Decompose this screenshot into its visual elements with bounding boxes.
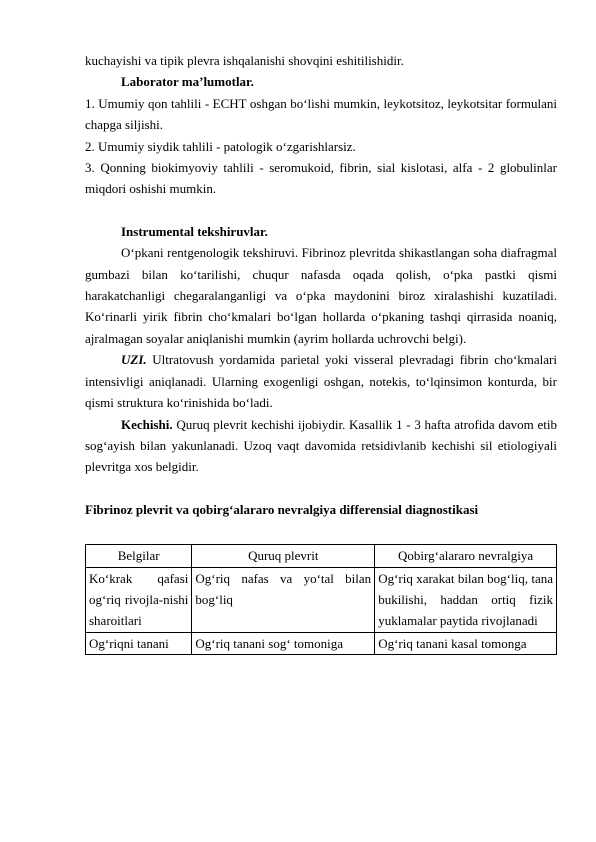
table-cell: Og‘riqni tanani (86, 632, 192, 654)
header-neuralgia: Qobirg‘alararo nevralgiya (375, 545, 557, 567)
course-paragraph: Kechishi. Quruq plevrit kechishi ijobiydir. Kasallik 1 - 3 hafta atrofida davom etib sog‘ayish bilan yakunlanadi. Uzoq vaqt davomida retsidivlanib kechishi sil etiologiyali plevritga xos belgidir. (85, 416, 557, 475)
lab-item-3: 3. Qonning biokimyoviy tahlili - seromukoid, fibrin, sial kislotasi, alfa - 2 globulinlar miqdori oshishi mumkin. (85, 160, 557, 197)
table-cell: Og‘riq tanani sog‘ tomoniga (192, 632, 375, 654)
table-cell: Og‘riq nafas va yo‘tal bilan bog‘liq (192, 567, 375, 632)
differential-table (85, 544, 557, 655)
table-row (86, 632, 557, 654)
table-title: Fibrinoz plevrit va qobirg‘alararo nevralgiya differensial diagnostikasi (85, 501, 479, 517)
document-page (85, 50, 557, 655)
course-label: Kechishi. (121, 416, 173, 432)
intro-line: kuchayishi va tipik plevra ishqalanishi shovqini eshitilishidir. (85, 53, 404, 68)
lab-item-2: 2. Umumiy siydik tahlili - patologik o‘zgarishlarsiz. (85, 138, 356, 154)
instrumental-heading: Instrumental tekshiruvlar. (121, 223, 268, 239)
lab-heading: Laborator ma’lumotlar. (121, 74, 254, 90)
header-dry-pleurisy: Quruq plevrit (192, 545, 375, 567)
header-signs: Belgilar (86, 545, 192, 567)
table-row (86, 567, 557, 632)
lab-item-1: 1. Umumiy qon tahlili - ECHT oshgan bo‘lishi mumkin, leykotsitoz, leykotsitar formulani chapga siljishi. (85, 95, 557, 133)
xray-paragraph: O‘pkani rentgenologik tekshiruvi. Fibrinoz plevritda shikastlangan soha diafragmal gumbazi bilan ko‘tarilishi, chuqur nafasda oqada qolish, o‘pka pastki qismi harakatchanligi chegaralanganligi va o‘pka maydonini biroz xiralashishi kuzatiladi. Ko‘rinarli yirik fibrin cho‘kmalari bo‘lgan hollarda o‘pkaning tashqi qirrasida noaniq, ajralmagan soyalar aniqlanishi mumkin (ayrim hollarda uchrovchi belgi). (85, 245, 557, 346)
table-cell: Og‘riq xarakat bilan bog‘liq, tana bukilishi, haddan ortiq fizik yuklamalar paytida rivojlanadi (375, 567, 557, 632)
table-cell: Og‘riq tanani kasal tomonga (375, 632, 557, 654)
uzi-paragraph: UZI. Ultratovush yordamida parietal yoki visseral plevradagi fibrin cho‘kmalari intensivligi aniqlanadi. Ularning exogenligi oshgan, notekis, to‘lqinsimon konturda, bir qismi struktura ko‘rinishida bo‘ladi. (85, 352, 557, 411)
table-header-row (86, 545, 557, 567)
uzi-label: UZI. (121, 352, 147, 368)
table-cell: Ko‘krak qafasi og‘riq rivojla-nishi sharoitlari (86, 567, 192, 632)
